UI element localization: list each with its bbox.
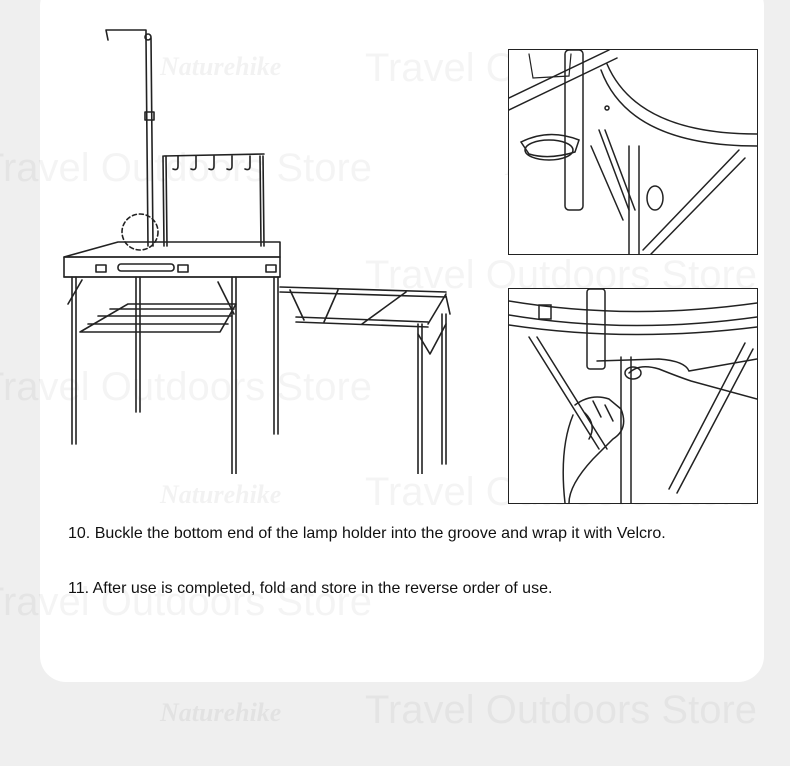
- step-10-text: 10. Buckle the bottom end of the lamp holder into the groove and wrap it with Velcro.: [68, 525, 666, 542]
- watermark-brand: Naturehike: [160, 52, 282, 81]
- watermark-brand: Naturehike: [160, 698, 282, 727]
- detail-illustration-top: [508, 49, 758, 255]
- table-illustration: [58, 24, 470, 474]
- watermark-store: [365, 688, 757, 733]
- lamp-pole-detail: [565, 50, 583, 210]
- step-11-text: 11. After use is completed, fold and store in the reverse order of use.: [68, 580, 553, 597]
- detail-illustration-bottom: [508, 288, 758, 504]
- lamp-pole-detail: [587, 289, 605, 369]
- lamp-hook: [106, 30, 146, 40]
- watermark-brand: Naturehike: [160, 480, 282, 509]
- watermark-brand: Naturehike: [505, 152, 627, 181]
